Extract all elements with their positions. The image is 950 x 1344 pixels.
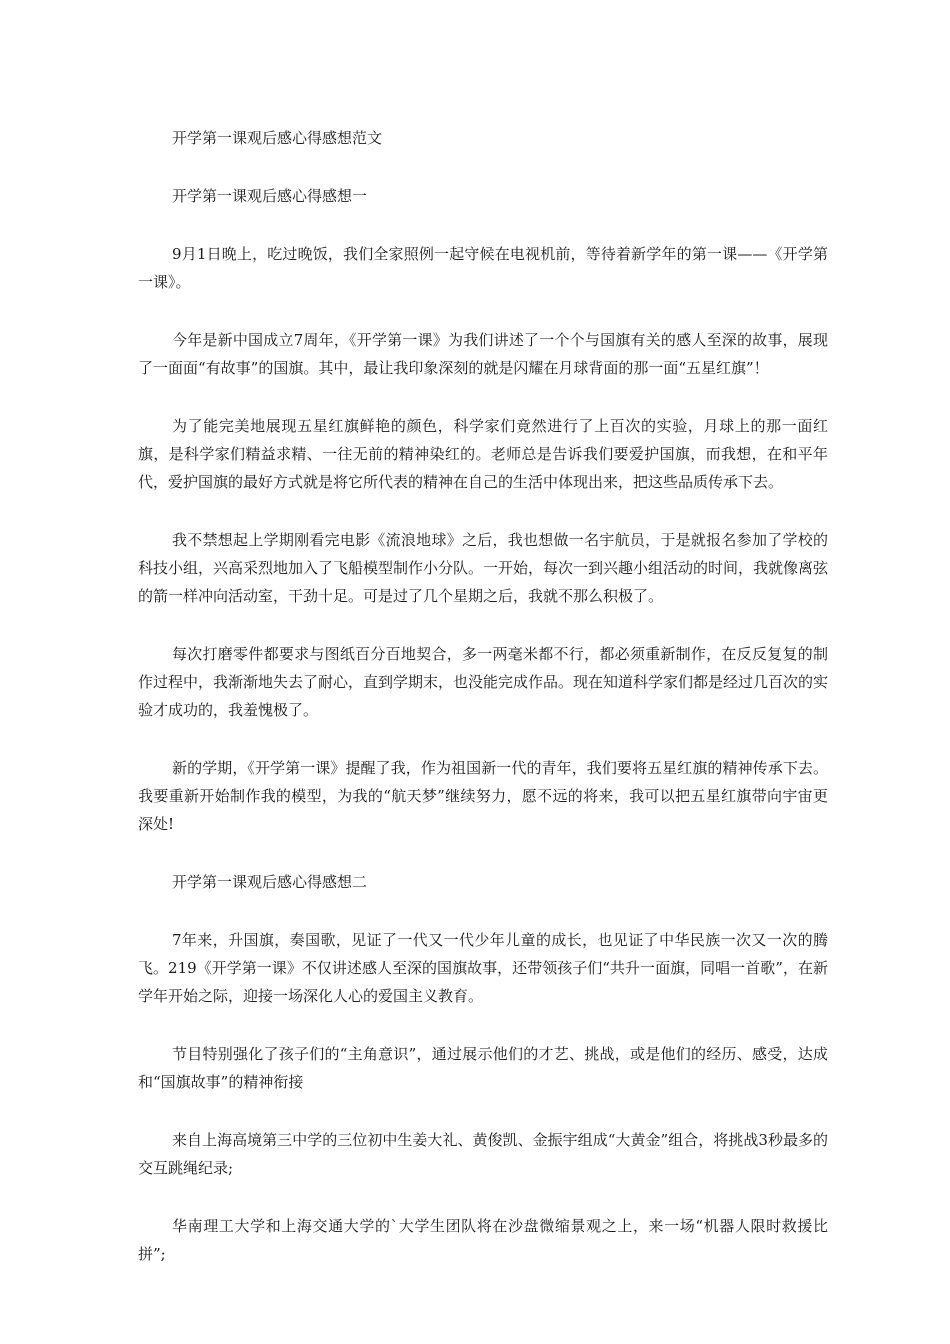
section-heading-2: 开学第一课观后感心得感想二: [172, 873, 368, 891]
paragraph: 新的学期，《开学第一课》提醒了我，作为祖国新一代的青年，我们要将五星红旗的精神传承下去。我要重新开始制作我的模型，为我的“航天梦”继续努力，愿不远的将来，我可以把五星红旗带向宇宙更深处!: [138, 759, 828, 833]
document-body: [138, 124, 828, 1298]
paragraph: 每次打磨零件都要求与图纸百分百地契合，多一两毫米都不行，都必须重新制作，在反反复复的制作过程中，我渐渐地失去了耐心，直到学期末，也没能完成作品。现在知道科学家们都是经过几百次的实验才成功的，我羞愧极了。: [138, 645, 829, 719]
paragraph: 节目特别强化了孩子们的“主角意识”，通过展示他们的才艺、挑战，或是他们的经历、感受，达成和“国旗故事”的精神衔接: [138, 1045, 828, 1091]
paragraph: 我不禁想起上学期刚看完电影《流浪地球》之后，我也想做一名宇航员，于是就报名参加了学校的科技小组，兴高采烈地加入了飞船模型制作小分队。一开始，每次一到兴趣小组活动的时间，我就像离弦的箭一样冲向活动室，干劲十足。可是过了几个星期之后，我就不那么积极了。: [138, 531, 829, 605]
paragraph: 7年来，升国旗，奏国歌，见证了一代又一代少年儿童的成长，也见证了中华民族一次又一次的腾飞。219《开学第一课》不仅讲述感人至深的国旗故事，还带领孩子们“共升一面旗，同唱一首歌”，在新学年开始之际，迎接一场深化人心的爱国主义教育。: [138, 931, 828, 1005]
paragraph: 9月1日晚上，吃过晚饭，我们全家照例一起守候在电视机前，等待着新学年的第一课——《开学第一课》。: [138, 245, 828, 291]
paragraph: 华南理工大学和上海交通大学的`大学生团队将在沙盘微缩景观之上，来一场“机器人限时救援比拼”;: [138, 1217, 828, 1263]
paragraph: 今年是新中国成立7周年，《开学第一课》为我们讲述了一个个与国旗有关的感人至深的故事，展现了一面面“有故事”的国旗。其中，最让我印象深刻的就是闪耀在月球背面的那一面“五星红旗”！: [138, 331, 828, 377]
paragraph: 为了能完美地展现五星红旗鲜艳的颜色，科学家们竟然进行了上百次的实验，月球上的那一面红旗，是科学家们精益求精、一往无前的精神染红的。老师总是告诉我们要爱护国旗，而我想，在和平年代，爱护国旗的最好方式就是将它所代表的精神在自己的生活中体现出来，把这些品质传承下去。: [138, 417, 828, 491]
document-title: 开学第一课观后感心得感想范文: [172, 129, 383, 147]
section-heading-1: 开学第一课观后感心得感想一: [172, 187, 368, 205]
paragraph: 来自上海高境第三中学的三位初中生姜大礼、黄俊凯、金振宇组成“大黄金”组合，将挑战3秒最多的交互跳绳纪录;: [138, 1131, 828, 1177]
